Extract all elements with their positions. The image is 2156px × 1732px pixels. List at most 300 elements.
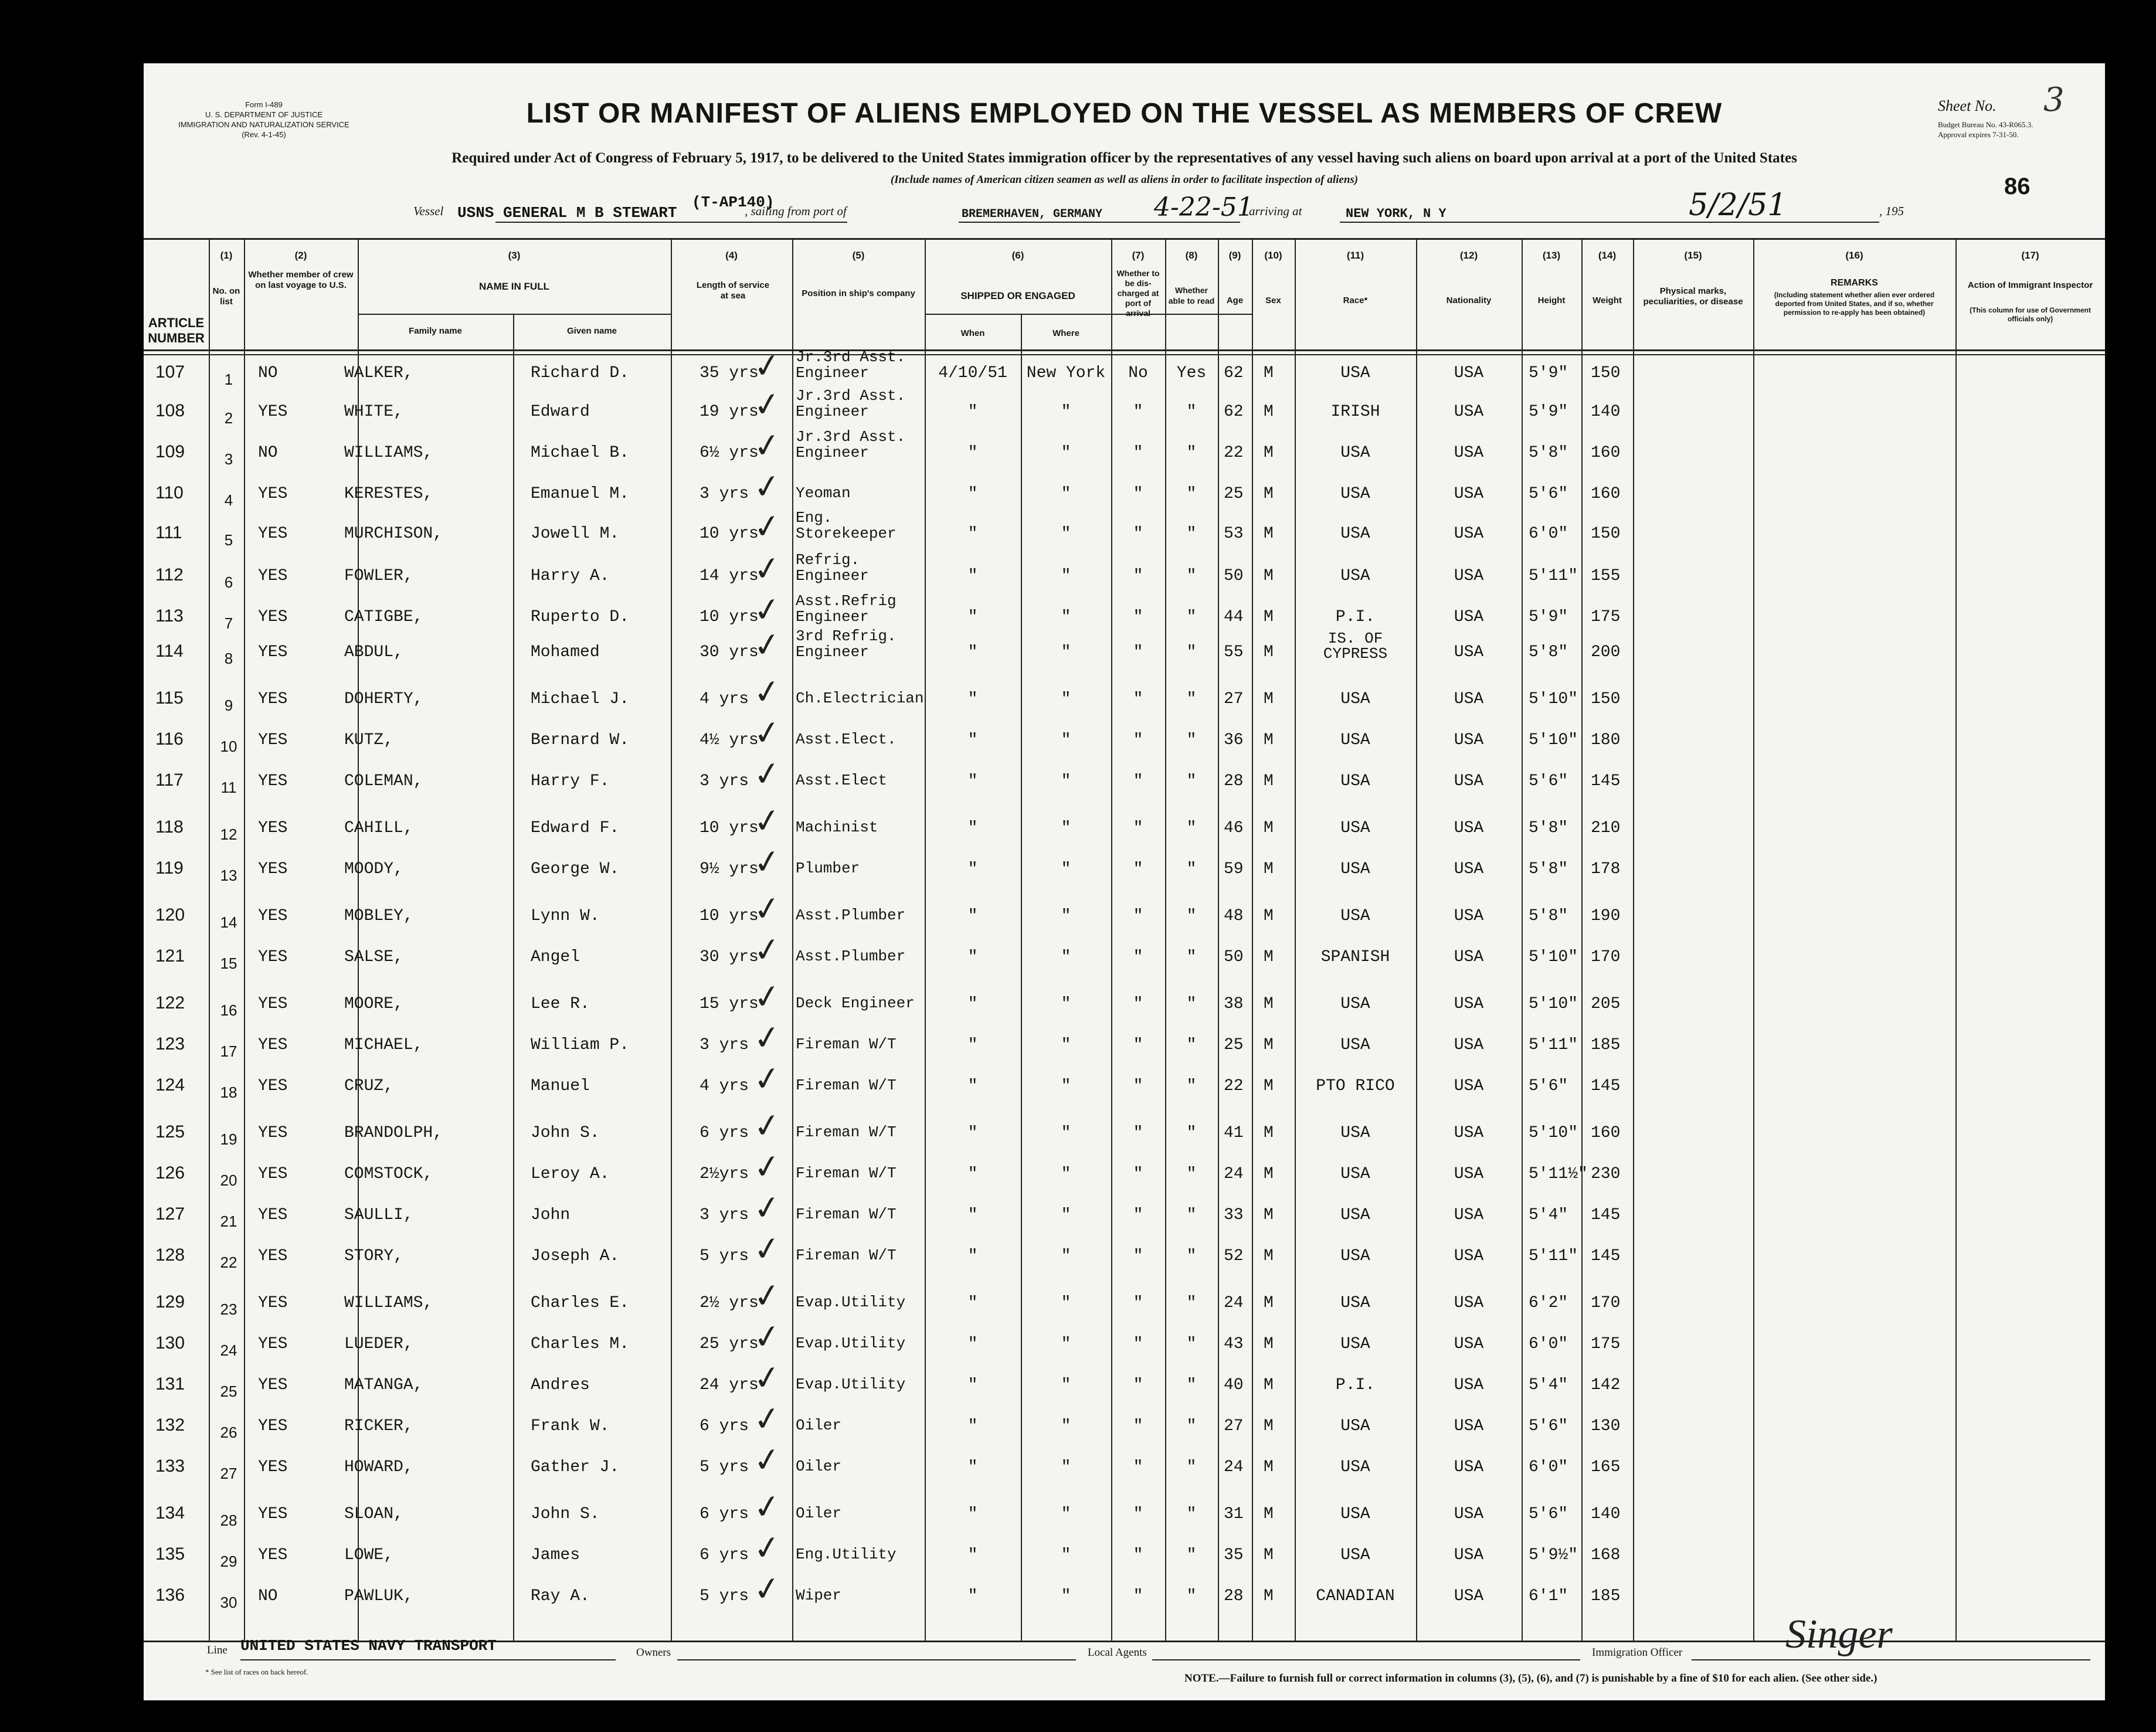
cell-sex: M <box>1264 1417 1274 1435</box>
cell-age: 36 <box>1224 731 1244 749</box>
cell-race: USA <box>1340 567 1370 585</box>
cell-race: USA <box>1340 525 1370 543</box>
cell-given: Andres <box>531 1376 590 1394</box>
cell-read: " <box>1186 772 1197 790</box>
cell-position: Evap.Utility <box>796 1376 906 1393</box>
cell-nat: USA <box>1454 608 1484 626</box>
footer-line-label: Line <box>207 1644 228 1656</box>
cell-sex: M <box>1264 1294 1274 1312</box>
cell-svc: 19 yrs <box>700 403 759 421</box>
cell-position: 3rd Refrig. <box>796 627 897 645</box>
col-divider <box>792 238 793 1641</box>
cell-sex: M <box>1264 948 1274 966</box>
corner-mark: 86 <box>2004 174 2031 199</box>
cell-sex: M <box>1264 731 1274 749</box>
cell-nat: USA <box>1454 1206 1484 1224</box>
cell-where: " <box>1061 1036 1071 1054</box>
cell-nat: USA <box>1454 403 1484 421</box>
col-header-name: NAME IN FULL <box>479 281 549 292</box>
cell-wt: 185 <box>1591 1587 1621 1605</box>
cell-svc: 4½ yrs <box>700 731 759 749</box>
cell-no: 28 <box>220 1512 237 1529</box>
cell-no: 18 <box>220 1084 237 1101</box>
cell-race: USA <box>1340 1458 1370 1476</box>
cell-mem: YES <box>258 1417 288 1435</box>
cell-svc: 15 yrs <box>700 995 759 1013</box>
cell-race: USA <box>1340 690 1370 708</box>
cell-position: Yeoman <box>796 484 851 502</box>
cell-nat: USA <box>1454 485 1484 503</box>
cell-svc: 14 yrs <box>700 567 759 585</box>
cell-art: 125 <box>155 1122 185 1142</box>
cell-given: Edward <box>531 403 590 421</box>
cell-when: " <box>967 731 978 749</box>
budget-line: Budget Bureau No. 43-R065.3. <box>1938 120 2033 129</box>
cell-wt: 160 <box>1591 485 1621 503</box>
cell-age: 22 <box>1224 1077 1244 1095</box>
cell-where: " <box>1061 731 1071 749</box>
cell-art: 113 <box>155 606 184 626</box>
cell-mem: YES <box>258 731 288 749</box>
cell-when: " <box>967 948 978 966</box>
cell-wt: 170 <box>1591 948 1621 966</box>
cell-mem: YES <box>258 1505 288 1523</box>
cell-svc: 3 yrs <box>700 772 749 790</box>
cell-nat: USA <box>1454 1546 1484 1564</box>
cell-ht: 6'0" <box>1529 1458 1568 1476</box>
cell-where: " <box>1061 444 1071 462</box>
cell-nat: USA <box>1454 525 1484 543</box>
cell-no: 25 <box>220 1383 237 1400</box>
cell-where: " <box>1061 1206 1071 1224</box>
cell-dis: " <box>1133 1546 1143 1564</box>
cell-art: 119 <box>155 858 184 878</box>
cell-nat: USA <box>1454 1417 1484 1435</box>
rule <box>495 222 847 223</box>
cell-nat: USA <box>1454 1124 1484 1142</box>
cell-when: " <box>967 525 978 543</box>
col-header-height: Height <box>1537 296 1566 305</box>
cell-when: " <box>967 608 978 626</box>
col-header-race: Race* <box>1343 296 1368 305</box>
checkmark-icon: ✓ <box>751 800 784 842</box>
cell-age: 59 <box>1224 860 1244 878</box>
cell-race: USA <box>1340 860 1370 878</box>
cell-fam: MURCHISON, <box>344 525 443 543</box>
colnum: (14) <box>1598 250 1617 261</box>
cell-fam: WHITE, <box>344 403 403 421</box>
footer-line-value: UNITED STATES NAVY TRANSPORT <box>240 1637 497 1655</box>
col-header-member: Whether member of crew on last voyage to U.S. <box>248 270 354 290</box>
cell-ht: 5'8" <box>1529 819 1568 837</box>
cell-when: " <box>967 643 978 661</box>
checkmark-icon: ✓ <box>751 671 784 713</box>
cell-mem: YES <box>258 1124 288 1142</box>
cell-svc: 5 yrs <box>700 1247 749 1265</box>
cell-svc: 4 yrs <box>700 1077 749 1095</box>
cell-nat: USA <box>1454 1505 1484 1523</box>
cell-ht: 5'6" <box>1529 1505 1568 1523</box>
cell-ht: 5'9" <box>1529 364 1568 382</box>
cell-when: " <box>967 1124 978 1142</box>
cell-fam: RICKER, <box>344 1417 413 1435</box>
table-header-rule <box>144 354 2105 355</box>
cell-ht: 5'8" <box>1529 444 1568 462</box>
cell-ht: 5'10" <box>1529 690 1578 708</box>
checkmark-icon: ✓ <box>751 929 784 971</box>
cell-art: 122 <box>155 993 185 1013</box>
cell-fam: SAULLI, <box>344 1206 413 1224</box>
cell-no: 27 <box>220 1465 237 1482</box>
cell-where: " <box>1061 608 1071 626</box>
cell-svc: 6 yrs <box>700 1417 749 1435</box>
cell-read: " <box>1186 860 1197 878</box>
cell-read: " <box>1186 1417 1197 1435</box>
checkmark-icon: ✓ <box>751 548 784 590</box>
cell-art: 133 <box>155 1456 185 1476</box>
checkmark-icon: ✓ <box>751 976 784 1018</box>
year-suffix: , 195 <box>1879 204 1904 218</box>
manifest-sheet <box>144 63 2105 1700</box>
footer-owners-label: Owners <box>636 1646 671 1659</box>
cell-svc: 30 yrs <box>700 948 759 966</box>
cell-position: Fireman W/T <box>796 1164 897 1182</box>
cell-read: " <box>1186 485 1197 503</box>
col-divider <box>1633 238 1634 1641</box>
cell-wt: 178 <box>1591 860 1621 878</box>
cell-read: " <box>1186 1124 1197 1142</box>
cell-age: 27 <box>1224 690 1244 708</box>
cell-mem: NO <box>258 1587 278 1605</box>
cell-mem: YES <box>258 907 288 925</box>
cell-position: Engineer <box>796 403 869 420</box>
cell-position: Oiler <box>796 1505 842 1522</box>
cell-sex: M <box>1264 1505 1274 1523</box>
table-top-rule <box>144 238 2105 240</box>
col-header-nationality: Nationality <box>1446 296 1492 305</box>
cell-ht: 5'4" <box>1529 1206 1568 1224</box>
cell-age: 28 <box>1224 772 1244 790</box>
cell-art: 114 <box>155 641 184 661</box>
cell-mem: YES <box>258 567 288 585</box>
cell-nat: USA <box>1454 1587 1484 1605</box>
cell-position: Asst.Refrig <box>796 592 897 610</box>
col-header-given: Given name <box>566 326 617 336</box>
cell-dis: " <box>1133 948 1143 966</box>
cell-position: Jr.3rd Asst. <box>796 428 906 446</box>
col-header-length: Length of service at sea <box>696 280 770 301</box>
cell-read: " <box>1186 948 1197 966</box>
cell-when: " <box>967 1458 978 1476</box>
cell-read: " <box>1186 1587 1197 1605</box>
cell-nat: USA <box>1454 1458 1484 1476</box>
col-header-position: Position in ship's company <box>802 288 915 298</box>
colnum: (16) <box>1845 250 1863 261</box>
cell-mem: NO <box>258 444 278 462</box>
cell-sex: M <box>1264 1124 1274 1142</box>
colnum: (17) <box>2021 250 2039 261</box>
cell-dis: " <box>1133 731 1143 749</box>
cell-where: " <box>1061 772 1071 790</box>
cell-wt: 185 <box>1591 1036 1621 1054</box>
cell-sex: M <box>1264 1165 1274 1183</box>
cell-no: 22 <box>220 1254 237 1271</box>
cell-wt: 175 <box>1591 608 1621 626</box>
cell-age: 25 <box>1224 485 1244 503</box>
cell-art: 121 <box>155 946 185 966</box>
cell-when: " <box>967 1376 978 1394</box>
col-header-physical: Physical marks, peculiarities, or disease <box>1643 286 1743 307</box>
cell-mem: YES <box>258 485 288 503</box>
cell-svc: 35 yrs <box>700 364 759 382</box>
cell-sex: M <box>1264 772 1274 790</box>
subheader-rule <box>925 314 1252 315</box>
cell-fam: ABDUL, <box>344 643 403 661</box>
cell-when: " <box>967 819 978 837</box>
cell-wt: 142 <box>1591 1376 1621 1394</box>
cell-sex: M <box>1264 1036 1274 1054</box>
cell-race: USA <box>1340 1417 1370 1435</box>
cell-when: " <box>967 444 978 462</box>
colnum: (2) <box>294 250 307 261</box>
col-header-article: ARTICLE NUMBER <box>148 315 205 345</box>
cell-wt: 230 <box>1591 1165 1621 1183</box>
cell-read: " <box>1186 819 1197 837</box>
cell-sex: M <box>1264 1077 1274 1095</box>
cell-art: 127 <box>155 1204 185 1224</box>
cell-given: Frank W. <box>531 1417 610 1435</box>
cell-sex: M <box>1264 995 1274 1013</box>
subnote: (Include names of American citizen seamen as well as aliens in order to facilitate inspection of aliens) <box>890 174 1359 186</box>
cell-no: 5 <box>224 531 233 549</box>
checkmark-icon: ✓ <box>751 1486 784 1528</box>
rule <box>1692 1659 2090 1660</box>
cell-mem: YES <box>258 948 288 966</box>
colnum: (7) <box>1132 250 1145 261</box>
cell-ht: 5'9" <box>1529 403 1568 421</box>
cell-given: Edward F. <box>531 819 620 837</box>
cell-when: " <box>967 1036 978 1054</box>
col-header-action: Action of Immigrant Inspector <box>1967 280 2093 290</box>
cell-no: 21 <box>220 1213 237 1230</box>
cell-where: " <box>1061 860 1071 878</box>
cell-mem: YES <box>258 1247 288 1265</box>
cell-where: " <box>1061 1417 1071 1435</box>
col-divider <box>209 238 210 1641</box>
cell-ht: 5'11" <box>1529 1247 1578 1265</box>
cell-wt: 168 <box>1591 1546 1621 1564</box>
checkmark-icon: ✓ <box>751 1228 784 1270</box>
cell-no: 30 <box>220 1594 237 1611</box>
cell-svc: 6 yrs <box>700 1546 749 1564</box>
cell-art: 117 <box>155 770 184 790</box>
vessel-name: USNS GENERAL M B STEWART <box>457 204 677 222</box>
cell-given: Lee R. <box>531 995 590 1013</box>
cell-fam: COMSTOCK, <box>344 1165 433 1183</box>
cell-race: IRISH <box>1330 403 1380 421</box>
colnum: (4) <box>725 250 738 261</box>
cell-dis: " <box>1133 690 1143 708</box>
checkmark-icon: ✓ <box>751 753 784 795</box>
cell-mem: YES <box>258 995 288 1013</box>
cell-given: Michael J. <box>531 690 630 708</box>
cell-art: 111 <box>155 523 182 542</box>
cell-given: Charles E. <box>531 1294 630 1312</box>
cell-ht: 5'10" <box>1529 948 1578 966</box>
cell-dis: " <box>1133 643 1143 661</box>
cell-when: " <box>967 860 978 878</box>
cell-no: 8 <box>224 650 233 667</box>
cell-where: " <box>1061 567 1071 585</box>
cell-wt: 165 <box>1591 1458 1621 1476</box>
cell-sex: M <box>1264 860 1274 878</box>
cell-sex: M <box>1264 1376 1274 1394</box>
cell-no: 13 <box>220 867 237 884</box>
cell-where: " <box>1061 403 1071 421</box>
cell-given: Joseph A. <box>531 1247 620 1265</box>
cell-fam: LUEDER, <box>344 1335 413 1353</box>
cell-mem: YES <box>258 608 288 626</box>
subtitle: Required under Act of Congress of February 5, 1917, to be delivered to the United States immigration officer by the representatives of any vessel having such aliens on board upon arrival at a port of the United States <box>451 150 1797 166</box>
cell-mem: YES <box>258 1294 288 1312</box>
cell-position: Machinist <box>796 819 878 836</box>
cell-dis: " <box>1133 1335 1143 1353</box>
arrival-port: NEW YORK, N Y <box>1346 206 1447 221</box>
cell-ht: 5'8" <box>1529 643 1568 661</box>
checkmark-icon: ✓ <box>751 1439 784 1481</box>
cell-ht: 5'6" <box>1529 1417 1568 1435</box>
cell-read: Yes <box>1176 364 1207 382</box>
cell-ht: 5'10" <box>1529 995 1578 1013</box>
cell-sex: M <box>1264 643 1274 661</box>
cell-svc: 5 yrs <box>700 1587 749 1605</box>
cell-fam: LOWE, <box>344 1546 394 1564</box>
checkmark-icon: ✓ <box>751 1316 784 1358</box>
cell-sex: M <box>1264 485 1274 503</box>
col-divider <box>1252 238 1253 1641</box>
rule <box>677 1659 1076 1660</box>
cell-fam: KERESTES, <box>344 485 433 503</box>
cell-wt: 170 <box>1591 1294 1621 1312</box>
cell-art: 128 <box>155 1245 185 1265</box>
checkmark-icon: ✓ <box>751 506 784 548</box>
checkmark-icon: ✓ <box>751 1357 784 1399</box>
cell-wt: 150 <box>1591 525 1621 543</box>
cell-dis: " <box>1133 907 1143 925</box>
cell-race: USA <box>1340 1247 1370 1265</box>
cell-race: IS. OF CYPRESS <box>1323 630 1388 663</box>
cell-ht: 5'6" <box>1529 1077 1568 1095</box>
arriving-label: arriving at <box>1249 204 1302 218</box>
cell-dis: " <box>1133 1294 1143 1312</box>
cell-art: 136 <box>155 1585 185 1605</box>
rule <box>240 1659 616 1660</box>
cell-when: " <box>967 1505 978 1523</box>
cell-read: " <box>1186 567 1197 585</box>
page-title: LIST OR MANIFEST OF ALIENS EMPLOYED ON THE VESSEL AS MEMBERS OF CREW <box>526 98 1723 129</box>
cell-mem: YES <box>258 403 288 421</box>
cell-sex: M <box>1264 907 1274 925</box>
cell-position: Fireman W/T <box>796 1035 897 1053</box>
cell-sex: M <box>1264 1458 1274 1476</box>
cell-sex: M <box>1264 819 1274 837</box>
cell-svc: 3 yrs <box>700 485 749 503</box>
cell-read: " <box>1186 1505 1197 1523</box>
cell-wt: 160 <box>1591 1124 1621 1142</box>
cell-wt: 200 <box>1591 643 1621 661</box>
cell-nat: USA <box>1454 1294 1484 1312</box>
cell-dis: " <box>1133 772 1143 790</box>
cell-sex: M <box>1264 364 1274 382</box>
cell-sex: M <box>1264 690 1274 708</box>
cell-age: 38 <box>1224 995 1244 1013</box>
cell-ht: 5'10" <box>1529 731 1578 749</box>
cell-when: " <box>967 1546 978 1564</box>
colnum: (11) <box>1346 250 1364 261</box>
cell-given: Lynn W. <box>531 907 600 925</box>
cell-fam: CATIGBE, <box>344 608 423 626</box>
cell-wt: 210 <box>1591 819 1621 837</box>
cell-fam: CAHILL, <box>344 819 413 837</box>
footer-note: NOTE.—Failure to furnish full or correct information in columns (3), (5), (6), and (7) is punishable by a fine of $10 for each alien. (See other side.) <box>1184 1672 1877 1685</box>
cell-mem: YES <box>258 690 288 708</box>
cell-mem: YES <box>258 643 288 661</box>
cell-position: Fireman W/T <box>796 1205 897 1223</box>
checkmark-icon: ✓ <box>751 1527 784 1569</box>
cell-svc: 3 yrs <box>700 1036 749 1054</box>
cell-nat: USA <box>1454 731 1484 749</box>
cell-race: USA <box>1340 444 1370 462</box>
cell-when: " <box>967 403 978 421</box>
cell-fam: COLEMAN, <box>344 772 423 790</box>
cell-no: 19 <box>220 1130 237 1148</box>
cell-dis: No <box>1128 364 1148 382</box>
colnum: (3) <box>508 250 521 261</box>
cell-read: " <box>1186 1077 1197 1095</box>
col-header-when: When <box>960 328 985 338</box>
cell-age: 28 <box>1224 1587 1244 1605</box>
cell-age: 31 <box>1224 1505 1244 1523</box>
cell-read: " <box>1186 1335 1197 1353</box>
cell-given: Harry F. <box>531 772 610 790</box>
cell-age: 62 <box>1224 403 1244 421</box>
cell-fam: WALKER, <box>344 364 413 382</box>
cell-where: " <box>1061 1335 1071 1353</box>
cell-art: 118 <box>155 817 184 837</box>
cell-race: USA <box>1340 1546 1370 1564</box>
cell-svc: 4 yrs <box>700 690 749 708</box>
cell-sex: M <box>1264 1247 1274 1265</box>
cell-sex: M <box>1264 1587 1274 1605</box>
col-header-no: No. on list <box>212 286 240 307</box>
cell-given: Harry A. <box>531 567 610 585</box>
cell-age: 55 <box>1224 643 1244 661</box>
cell-mem: YES <box>258 1546 288 1564</box>
col-header-shipped: SHIPPED OR ENGAGED <box>960 290 1075 301</box>
cell-race: USA <box>1340 1206 1370 1224</box>
cell-no: 2 <box>224 409 233 427</box>
form-number: Form I-489 <box>245 100 283 109</box>
cell-wt: 150 <box>1591 690 1621 708</box>
cell-given: John S. <box>531 1505 600 1523</box>
cell-svc: 9½ yrs <box>700 860 759 878</box>
cell-no: 10 <box>220 738 237 755</box>
cell-fam: HOWARD, <box>344 1458 413 1476</box>
cell-given: Richard D. <box>531 364 630 382</box>
cell-art: 110 <box>155 483 184 502</box>
cell-nat: USA <box>1454 1247 1484 1265</box>
cell-when: " <box>967 1294 978 1312</box>
